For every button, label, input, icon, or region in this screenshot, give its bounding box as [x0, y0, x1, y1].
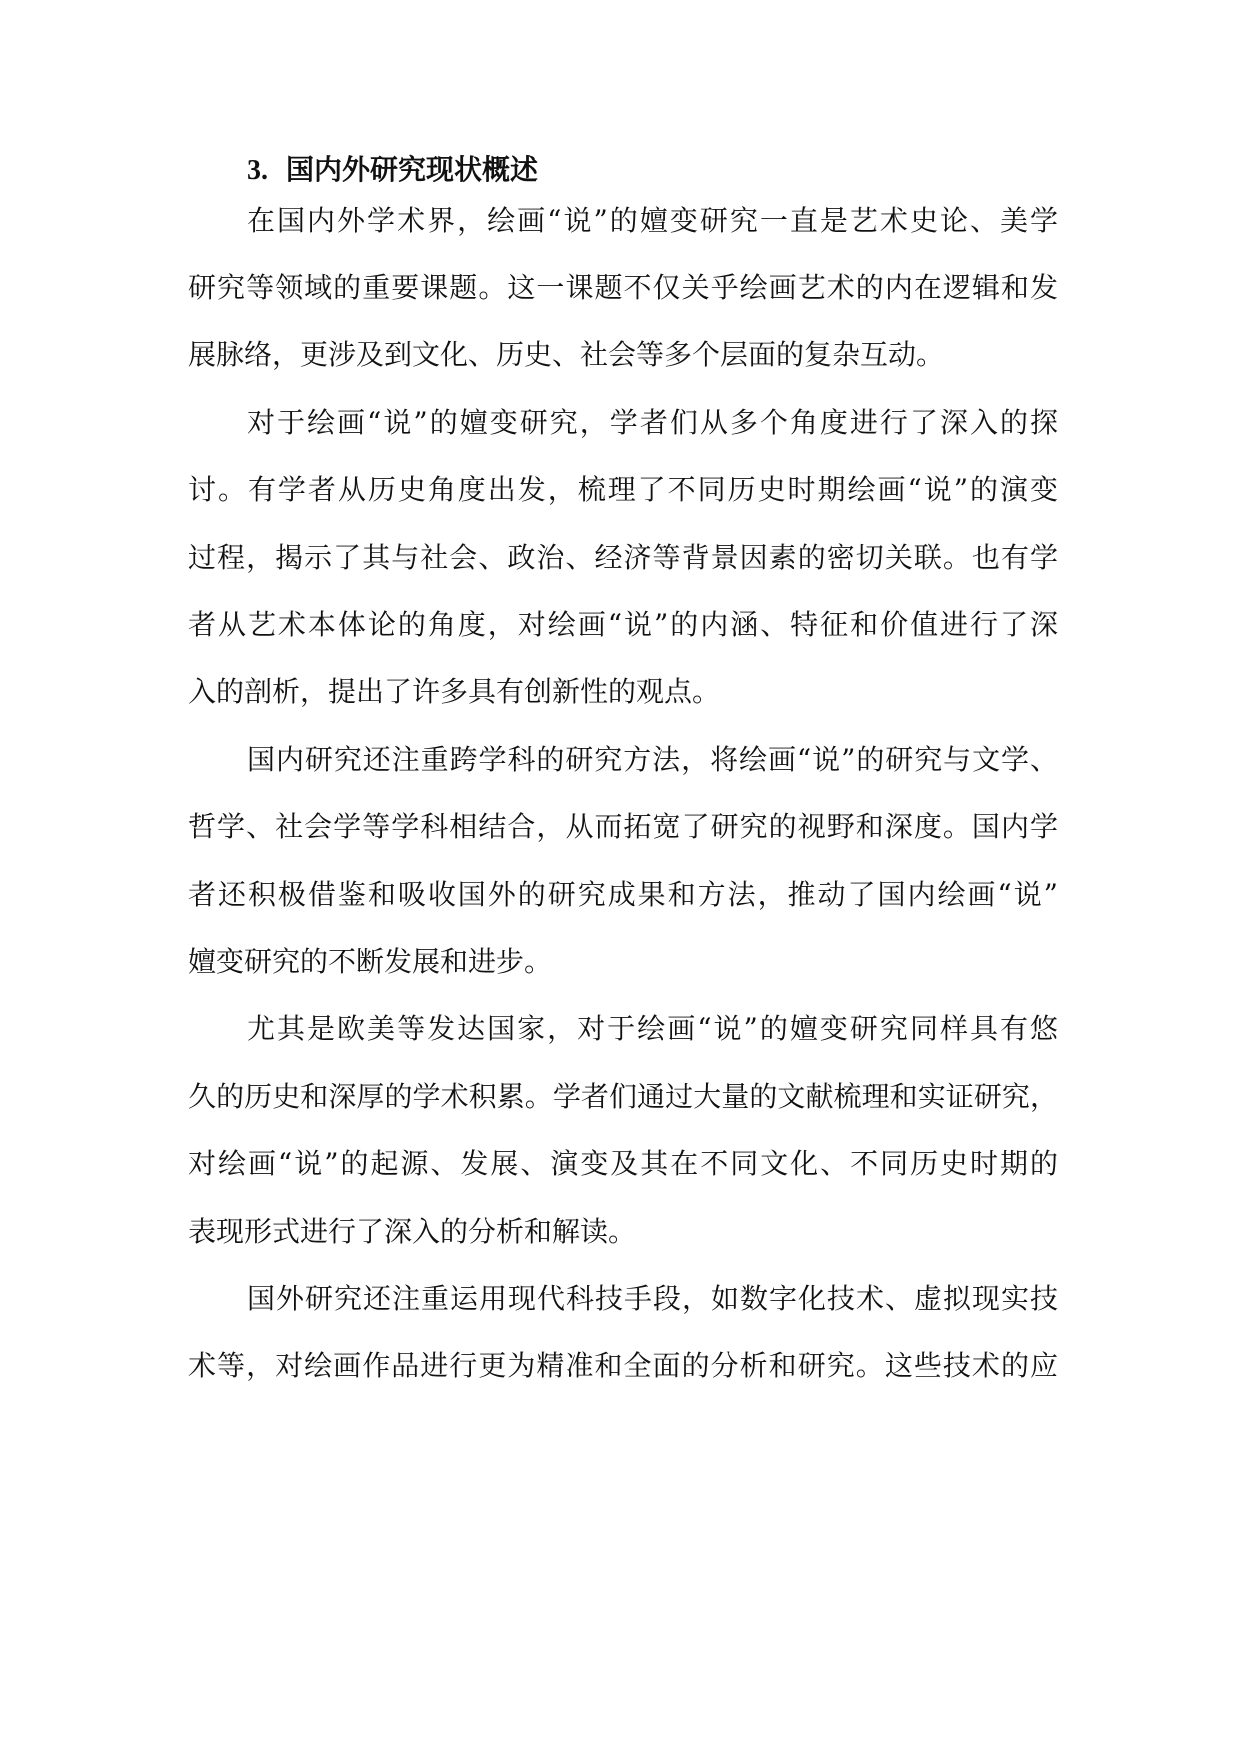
section-number: 3. — [247, 155, 268, 186]
paragraph-4-line-4: 表现形式进行了深入的分析和解读。 — [188, 1215, 637, 1248]
paragraph-2-line-2: 讨。有学者从历史角度出发，梳理了不同历史时期绘画“说”的演变 — [188, 473, 1058, 506]
paragraph-2-line-4: 者从艺术本体论的角度，对绘画“说”的内涵、特征和价值进行了深 — [188, 608, 1058, 641]
paragraph-3-line-3: 者还积极借鉴和吸收国外的研究成果和方法，推动了国内绘画“说” — [188, 878, 1058, 911]
paragraph-3-line-1: 国内研究还注重跨学科的研究方法，将绘画“说”的研究与文学、 — [247, 743, 1058, 776]
paragraph-1-line-1: 在国内外学术界，绘画“说”的嬗变研究一直是艺术史论、美学 — [247, 204, 1058, 237]
paragraph-1-line-2: 研究等领域的重要课题。这一课题不仅关乎绘画艺术的内在逻辑和发 — [188, 271, 1058, 304]
paragraph-5-line-1: 国外研究还注重运用现代科技手段，如数字化技术、虚拟现实技 — [247, 1282, 1058, 1315]
paragraph-5-line-2: 术等，对绘画作品进行更为精准和全面的分析和研究。这些技术的应 — [188, 1349, 1058, 1382]
paragraph-4-line-3: 对绘画“说”的起源、发展、演变及其在不同文化、不同历史时期的 — [188, 1147, 1058, 1180]
paragraph-2-line-3: 过程，揭示了其与社会、政治、经济等背景因素的密切关联。也有学 — [188, 541, 1058, 574]
paragraph-2-line-5: 入的剖析，提出了许多具有创新性的观点。 — [188, 675, 721, 708]
paragraph-1-line-3: 展脉络，更涉及到文化、历史、社会等多个层面的复杂互动。 — [188, 338, 945, 371]
paragraph-2-line-1: 对于绘画“说”的嬗变研究，学者们从多个角度进行了深入的探 — [247, 406, 1058, 439]
paragraph-4-line-1: 尤其是欧美等发达国家，对于绘画“说”的嬗变研究同样具有悠 — [247, 1012, 1058, 1045]
paragraph-3-line-4: 嬗变研究的不断发展和进步。 — [188, 945, 553, 978]
paragraph-3-line-2: 哲学、社会学等学科相结合，从而拓宽了研究的视野和深度。国内学 — [188, 810, 1058, 843]
section-heading — [247, 148, 538, 193]
section-title: 国内外研究现状概述 — [286, 153, 539, 186]
paragraph-4-line-2: 久的历史和深厚的学术积累。学者们通过大量的文献梳理和实证研究， — [188, 1080, 1058, 1113]
